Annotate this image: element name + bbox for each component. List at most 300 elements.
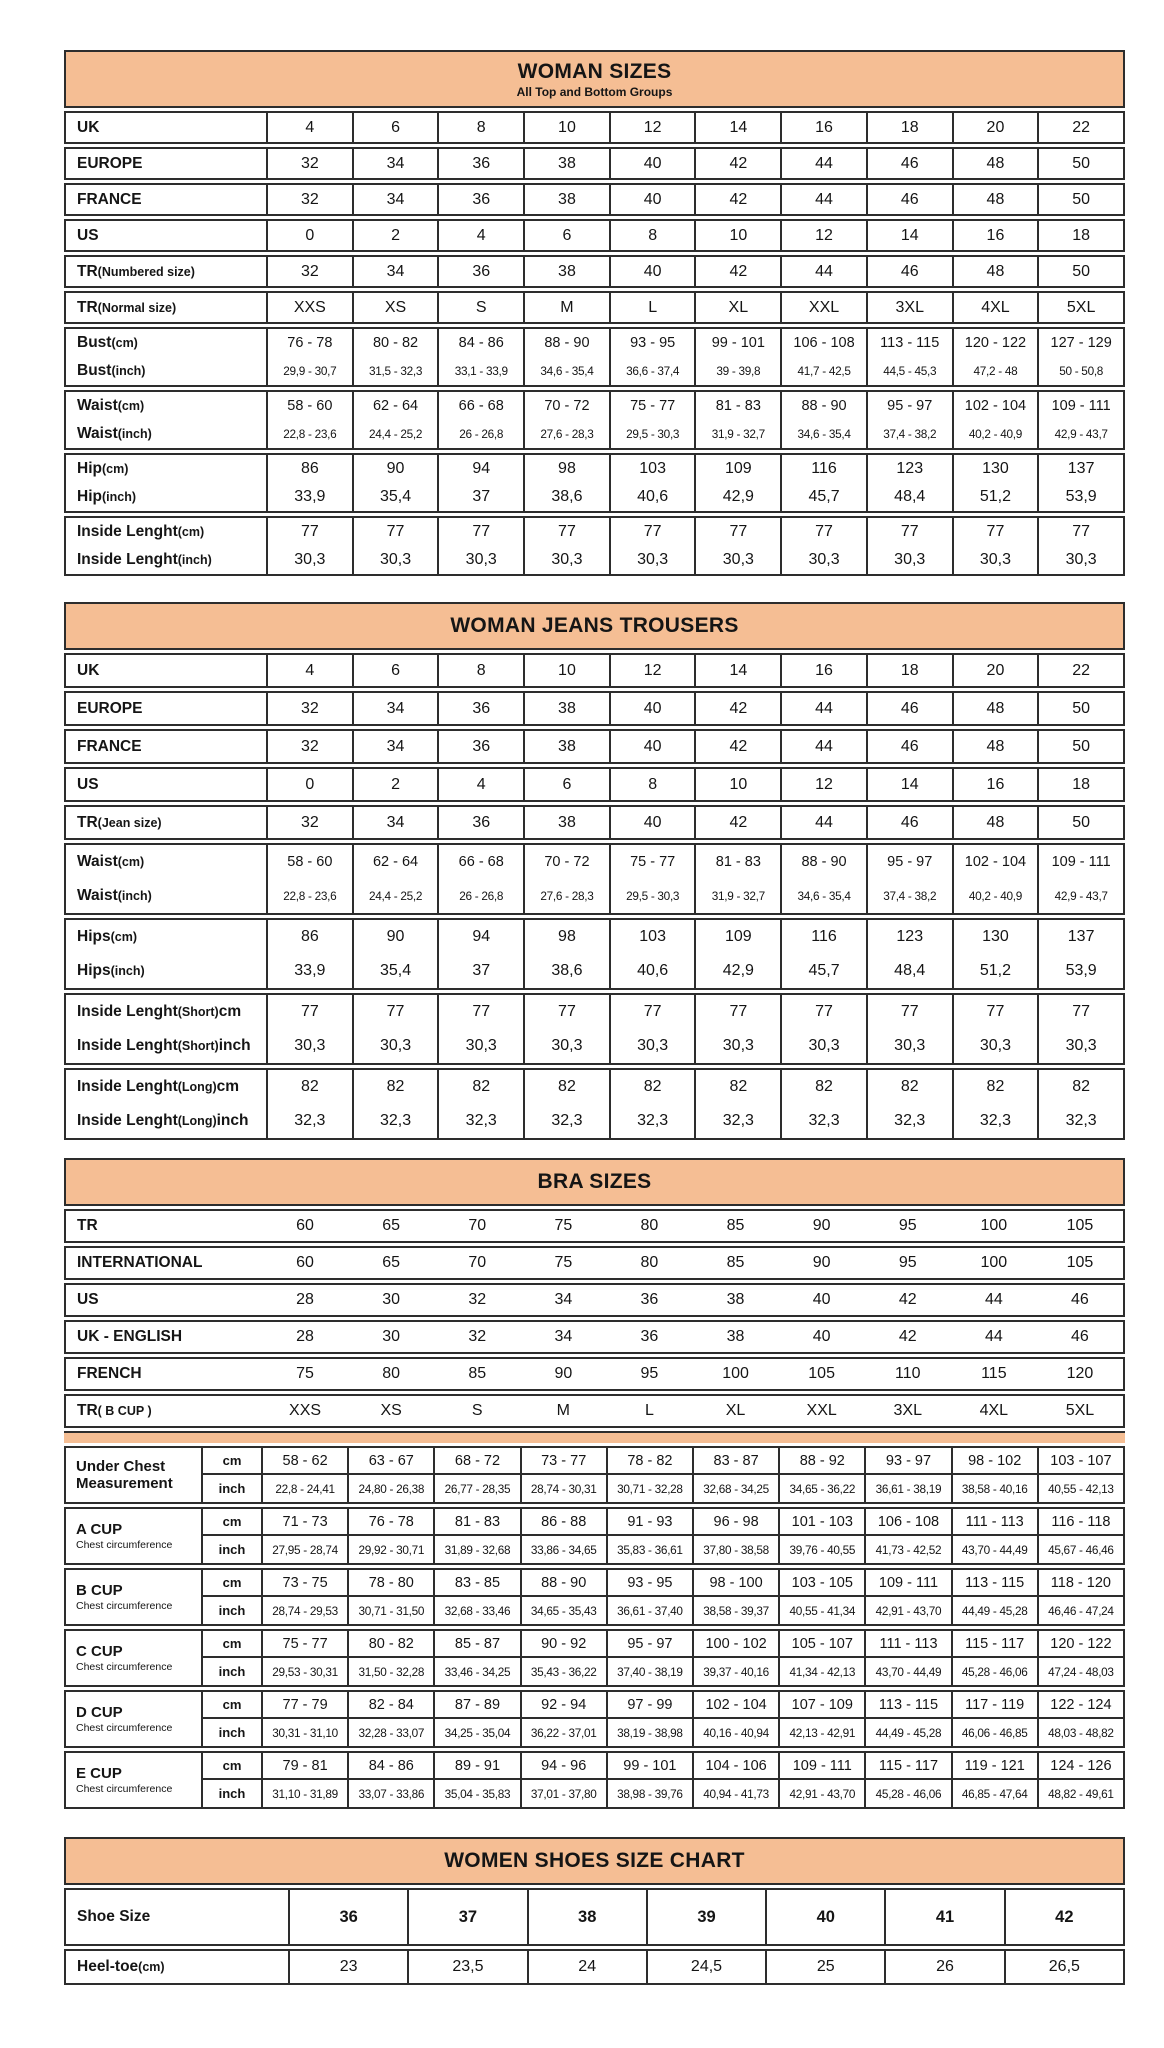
value-cell: 2 <box>352 221 438 250</box>
value-cell: 14 <box>866 769 952 800</box>
value-cell: 82 <box>352 1070 438 1104</box>
value-cell: 32 <box>266 731 352 762</box>
table-row-group <box>64 653 1125 688</box>
row-label-detail: (inch) <box>101 490 136 504</box>
value-cell: 46 <box>866 807 952 838</box>
value-cell: 83 - 87 <box>692 1448 778 1475</box>
value-cell: 90 <box>812 1254 831 1271</box>
table-row-group <box>64 1246 1125 1280</box>
value-cell: 117 - 119 <box>951 1692 1037 1719</box>
value-cell: 10 <box>694 221 780 250</box>
value-cell: 22,8 - 23,6 <box>266 879 352 913</box>
value-cell: 30,3 <box>352 1029 438 1063</box>
value-cell: 10 <box>523 113 609 142</box>
cup-name: D CUP <box>76 1703 123 1721</box>
value-cell: 62 - 64 <box>352 392 438 420</box>
bra-cup-group <box>64 1690 1125 1748</box>
value-cell: 24,4 - 25,2 <box>352 879 438 913</box>
value-cell: 71 - 73 <box>261 1509 347 1536</box>
value-cell: 26 <box>884 1951 1003 1983</box>
value-cell: 105 <box>808 1365 835 1382</box>
row-label: UK - ENGLISH <box>77 1328 183 1345</box>
value-cell: 47,2 - 48 <box>952 357 1038 385</box>
value-cell: 31,50 - 32,28 <box>347 1658 433 1685</box>
value-cell: 24,4 - 25,2 <box>352 420 438 448</box>
row-label: US <box>77 226 99 244</box>
value-cell: 37,4 - 38,2 <box>866 879 952 913</box>
value-cell: 35,4 <box>352 954 438 988</box>
table-row <box>66 357 1123 385</box>
value-cell: 75 - 77 <box>261 1631 347 1658</box>
value-cell: 38,19 - 38,98 <box>606 1719 692 1746</box>
value-cell: 48,4 <box>866 954 952 988</box>
value-cell: 28 <box>296 1291 314 1308</box>
value-cell: 33,9 <box>266 954 352 988</box>
value-cell: 88 - 90 <box>520 1570 606 1597</box>
table-row <box>66 185 1123 214</box>
value-cell: 32,3 <box>352 1104 438 1138</box>
table-row-group <box>64 1357 1125 1391</box>
value-cell: 28,74 - 30,31 <box>520 1475 606 1502</box>
value-cell: 24,80 - 26,38 <box>347 1475 433 1502</box>
value-cell: 8 <box>437 113 523 142</box>
value-cell: 32,3 <box>523 1104 609 1138</box>
row-label: Inside Lenght (Long) inch <box>77 1112 249 1129</box>
table-row <box>66 483 1123 511</box>
cup-label <box>66 1509 201 1563</box>
unit-cell: cm <box>201 1448 261 1475</box>
value-cell: 30,71 - 32,28 <box>606 1475 692 1502</box>
row-label: Waist (cm) <box>77 397 145 414</box>
value-cell: 120 - 122 <box>952 329 1038 357</box>
table-row <box>66 329 1123 357</box>
value-cell: 42 <box>694 185 780 214</box>
unit-cell: cm <box>201 1753 261 1780</box>
value-cell: 35,04 - 35,83 <box>433 1780 519 1807</box>
value-cell: 77 <box>866 518 952 546</box>
value-cell: 38 <box>523 257 609 286</box>
value-cell: 65 <box>382 1254 401 1271</box>
cup-name: A CUP <box>76 1520 123 1538</box>
value-cell: 77 <box>437 518 523 546</box>
value-cell: 42 <box>1004 1890 1123 1944</box>
jeans-trousers-table <box>64 602 1125 1140</box>
row-label: Inside Lenght (Short) cm <box>77 1003 242 1020</box>
table-row <box>66 1951 1123 1983</box>
value-cell: 0 <box>266 769 352 800</box>
value-cell: 33,46 - 34,25 <box>433 1658 519 1685</box>
value-cell: 70 - 72 <box>523 845 609 879</box>
value-cell: 31,89 - 32,68 <box>433 1536 519 1563</box>
value-cell: 30,3 <box>780 1029 866 1063</box>
value-cell: S <box>437 293 523 322</box>
value-cell: 30,3 <box>694 546 780 574</box>
value-cell: 34,65 - 36,22 <box>778 1475 864 1502</box>
table-row <box>66 1104 1123 1138</box>
table-row <box>66 257 1123 286</box>
value-cell: XS <box>352 293 438 322</box>
value-cell: 100 <box>980 1254 1008 1271</box>
value-cell: 4 <box>266 655 352 686</box>
shoes-size-header <box>64 1837 1125 1885</box>
cup-sublabel: Chest circumference <box>76 1539 173 1552</box>
cup-name: B CUP <box>76 1581 123 1599</box>
bra-cup-group <box>64 1751 1125 1809</box>
value-cell: 82 <box>437 1070 523 1104</box>
value-cell: 85 <box>726 1217 745 1234</box>
row-label: Hips (cm) <box>77 928 137 945</box>
table-row-group <box>64 327 1125 387</box>
row-label: Bust (inch) <box>77 362 146 379</box>
value-cell: 20 <box>952 655 1038 686</box>
row-label-detail: (Normal size) <box>97 300 177 315</box>
value-cell: 0 <box>266 221 352 250</box>
value-cell: 130 <box>952 455 1038 483</box>
value-cell: 45,7 <box>780 483 866 511</box>
value-cell: 97 - 99 <box>606 1692 692 1719</box>
value-cell: 79 - 81 <box>261 1753 347 1780</box>
table-row-group <box>64 111 1125 144</box>
cup-label <box>66 1631 201 1685</box>
row-label-detail: (Numbered size) <box>97 264 195 279</box>
row-label: Inside Lenght (inch) <box>77 551 212 568</box>
row-label: US <box>77 1291 99 1308</box>
row-label: Shoe Size <box>77 1908 151 1925</box>
value-cell: 38 <box>523 807 609 838</box>
value-cell: M <box>523 293 609 322</box>
value-cell: 33,1 - 33,9 <box>437 357 523 385</box>
value-cell: 37 <box>437 954 523 988</box>
value-cell: 45,67 - 46,46 <box>1037 1536 1123 1563</box>
table-row <box>66 879 1123 913</box>
table-row <box>66 1248 1123 1278</box>
table-row <box>66 546 1123 574</box>
value-cell: 100 - 102 <box>692 1631 778 1658</box>
value-cell: XS <box>380 1402 402 1419</box>
value-cell: 30,3 <box>694 1029 780 1063</box>
value-cell: 98 - 102 <box>951 1448 1037 1475</box>
table-row-group <box>64 993 1125 1065</box>
value-cell: 22 <box>1037 655 1123 686</box>
value-cell: 32,3 <box>952 1104 1038 1138</box>
value-cell: 106 - 108 <box>780 329 866 357</box>
table-row-group <box>64 183 1125 216</box>
value-cell: 124 - 126 <box>1037 1753 1123 1780</box>
value-cell: 32 <box>266 693 352 724</box>
cup-sublabel: Chest circumference <box>76 1722 173 1735</box>
value-cell: 36 <box>437 731 523 762</box>
value-cell: 37,40 - 38,19 <box>606 1658 692 1685</box>
row-label: TR (Numbered size) <box>77 262 195 280</box>
value-cell: 32,68 - 33,46 <box>433 1597 519 1624</box>
value-cell: 10 <box>694 769 780 800</box>
table-row <box>66 1890 1123 1944</box>
value-cell: 46 <box>866 257 952 286</box>
table-row-group <box>64 918 1125 990</box>
value-cell: 116 <box>780 920 866 954</box>
value-cell: 18 <box>866 113 952 142</box>
value-cell: 48,4 <box>866 483 952 511</box>
value-cell: 44 <box>780 807 866 838</box>
value-cell: 86 <box>266 455 352 483</box>
value-cell: 96 - 98 <box>692 1509 778 1536</box>
value-cell: 6 <box>523 221 609 250</box>
value-cell: 4XL <box>979 1402 1009 1419</box>
value-cell: 34 <box>352 731 438 762</box>
value-cell: 42,91 - 43,70 <box>778 1780 864 1807</box>
value-cell: 32 <box>266 149 352 178</box>
row-label-detail: (Long) <box>177 1114 217 1128</box>
value-cell: 77 <box>694 518 780 546</box>
value-cell: 80 <box>640 1217 659 1234</box>
value-cell: 75 <box>554 1217 573 1234</box>
bra-sizes-title: BRA SIZES <box>537 1170 652 1193</box>
value-cell: 82 <box>523 1070 609 1104</box>
value-cell: 30,3 <box>352 546 438 574</box>
value-cell: 30,3 <box>523 546 609 574</box>
value-cell: 30,3 <box>952 546 1038 574</box>
bra-sizes-conversion-body <box>64 1209 1125 1428</box>
value-cell: 42,9 - 43,7 <box>1037 420 1123 448</box>
value-cell: 44,49 - 45,28 <box>864 1719 950 1746</box>
value-cell: 34,6 - 35,4 <box>780 420 866 448</box>
value-cell: 85 - 87 <box>433 1631 519 1658</box>
value-cell: 34 <box>352 149 438 178</box>
value-cell: 87 - 89 <box>433 1692 519 1719</box>
table-row <box>66 1322 1123 1352</box>
value-cell: 99 - 101 <box>694 329 780 357</box>
value-cell: 8 <box>609 769 695 800</box>
value-cell: 137 <box>1037 920 1123 954</box>
value-cell: 30 <box>382 1291 401 1308</box>
value-cell: 48 <box>952 693 1038 724</box>
value-cell: 26 - 26,8 <box>437 879 523 913</box>
row-label: TR ( B CUP ) <box>77 1402 152 1419</box>
value-cell: 50 <box>1037 807 1123 838</box>
value-cell: 109 - 111 <box>1037 392 1123 420</box>
bra-cup-group <box>64 1629 1125 1687</box>
value-cell: 44 <box>780 731 866 762</box>
value-cell: 42 <box>694 731 780 762</box>
value-cell: 48 <box>952 807 1038 838</box>
value-cell: 2 <box>352 769 438 800</box>
value-cell: 39,37 - 40,16 <box>692 1658 778 1685</box>
value-cell: 32 <box>266 257 352 286</box>
table-row <box>66 221 1123 250</box>
row-label-detail: (cm) <box>117 855 145 869</box>
value-cell: 46 <box>866 731 952 762</box>
value-cell: 32,28 - 33,07 <box>347 1719 433 1746</box>
value-cell: 90 <box>812 1217 831 1234</box>
value-cell: 78 - 80 <box>347 1570 433 1597</box>
value-cell: 123 <box>866 920 952 954</box>
value-cell: 44 <box>780 693 866 724</box>
row-label: FRANCE <box>77 190 142 208</box>
value-cell: XXL <box>806 1402 837 1419</box>
value-cell: 111 - 113 <box>951 1509 1037 1536</box>
value-cell: 4 <box>437 221 523 250</box>
value-cell: 40,2 - 40,9 <box>952 420 1038 448</box>
value-cell: 41,34 - 42,13 <box>778 1658 864 1685</box>
value-cell: 42,9 <box>694 483 780 511</box>
value-cell: 115 - 117 <box>951 1631 1037 1658</box>
row-label: Hips (inch) <box>77 962 145 979</box>
value-cell: 40 <box>609 731 695 762</box>
value-cell: 32 <box>266 807 352 838</box>
value-cell: 30,3 <box>1037 546 1123 574</box>
value-cell: 93 - 95 <box>609 329 695 357</box>
value-cell: 95 <box>898 1217 917 1234</box>
value-cell: 36 <box>288 1890 407 1944</box>
value-cell: 84 - 86 <box>347 1753 433 1780</box>
value-cell: 32 <box>468 1328 487 1345</box>
value-cell: 16 <box>952 221 1038 250</box>
value-cell: 12 <box>780 769 866 800</box>
value-cell: 100 <box>980 1217 1008 1234</box>
value-cell: 77 <box>523 518 609 546</box>
value-cell: 36 <box>437 185 523 214</box>
value-cell: 109 - 111 <box>1037 845 1123 879</box>
table-row-group <box>64 1320 1125 1354</box>
value-cell: 40 <box>609 257 695 286</box>
value-cell: 109 - 111 <box>778 1753 864 1780</box>
value-cell: 38,98 - 39,76 <box>606 1780 692 1807</box>
table-row <box>66 1396 1123 1426</box>
value-cell: 29,5 - 30,3 <box>609 879 695 913</box>
value-cell: 94 - 96 <box>520 1753 606 1780</box>
value-cell: 51,2 <box>952 483 1038 511</box>
table-row-group <box>64 255 1125 288</box>
value-cell: 6 <box>352 655 438 686</box>
value-cell: 58 - 60 <box>266 845 352 879</box>
table-row-group <box>64 843 1125 915</box>
value-cell: 36,6 - 37,4 <box>609 357 695 385</box>
value-cell: 38 <box>523 149 609 178</box>
value-cell: 12 <box>780 221 866 250</box>
row-label: UK <box>77 118 100 136</box>
value-cell: 34,65 - 35,43 <box>520 1597 606 1624</box>
value-cell: 34 <box>352 257 438 286</box>
table-row-group <box>64 691 1125 726</box>
table-row <box>66 954 1123 988</box>
table-row <box>66 655 1123 686</box>
value-cell: 77 <box>609 518 695 546</box>
cup-label <box>66 1448 201 1502</box>
bra-divider-band <box>64 1431 1125 1443</box>
value-cell: M <box>556 1402 570 1419</box>
value-cell: 62 - 64 <box>352 845 438 879</box>
value-cell: 38 <box>726 1291 745 1308</box>
value-cell: 77 - 79 <box>261 1692 347 1719</box>
value-cell: 40 <box>609 807 695 838</box>
value-cell: 77 <box>952 518 1038 546</box>
value-cell: 42 <box>694 693 780 724</box>
value-cell: 31,10 - 31,89 <box>261 1780 347 1807</box>
value-cell: 27,6 - 28,3 <box>523 420 609 448</box>
value-cell: 77 <box>523 995 609 1029</box>
row-label-detail: (Short) <box>177 1039 219 1053</box>
value-cell: 58 - 60 <box>266 392 352 420</box>
value-cell: 30,3 <box>609 1029 695 1063</box>
value-cell: 77 <box>266 995 352 1029</box>
table-row <box>66 1285 1123 1315</box>
value-cell: 66 - 68 <box>437 392 523 420</box>
value-cell: 44 <box>984 1328 1003 1345</box>
value-cell: 77 <box>352 518 438 546</box>
value-cell: XXL <box>780 293 866 322</box>
value-cell: 100 <box>722 1365 749 1382</box>
row-label: Hip (inch) <box>77 488 136 505</box>
jeans-trousers-body <box>64 653 1125 1140</box>
value-cell: 77 <box>437 995 523 1029</box>
value-cell: 40,16 - 40,94 <box>692 1719 778 1746</box>
value-cell: 6 <box>352 113 438 142</box>
value-cell: 30,3 <box>780 546 866 574</box>
value-cell: 113 - 115 <box>864 1692 950 1719</box>
value-cell: 40 <box>765 1890 884 1944</box>
value-cell: 88 - 90 <box>523 329 609 357</box>
value-cell: 16 <box>780 113 866 142</box>
value-cell: 116 <box>780 455 866 483</box>
value-cell: 42 <box>694 807 780 838</box>
value-cell: 42 <box>694 257 780 286</box>
row-label: Inside Lenght (Short) inch <box>77 1037 251 1054</box>
value-cell: 30,71 - 31,50 <box>347 1597 433 1624</box>
value-cell: 116 - 118 <box>1037 1509 1123 1536</box>
value-cell: 31,9 - 32,7 <box>694 420 780 448</box>
value-cell: 82 <box>694 1070 780 1104</box>
value-cell: 89 - 91 <box>433 1753 519 1780</box>
value-cell: 95 <box>898 1254 917 1271</box>
value-cell: 38,58 - 39,37 <box>692 1597 778 1624</box>
value-cell: 73 - 77 <box>520 1448 606 1475</box>
value-cell: 40,6 <box>609 954 695 988</box>
value-cell: 77 <box>866 995 952 1029</box>
value-cell: 95 - 97 <box>866 392 952 420</box>
unit-cell: inch <box>201 1658 261 1685</box>
value-cell: 110 <box>894 1365 921 1382</box>
value-cell: 8 <box>437 655 523 686</box>
unit-cell: cm <box>201 1570 261 1597</box>
value-cell: 81 - 83 <box>694 392 780 420</box>
table-row <box>66 1359 1123 1389</box>
value-cell: 30,3 <box>866 1029 952 1063</box>
value-cell: 109 <box>694 920 780 954</box>
value-cell: 76 - 78 <box>347 1509 433 1536</box>
value-cell: 37,4 - 38,2 <box>866 420 952 448</box>
value-cell: 75 <box>554 1254 573 1271</box>
value-cell: 58 - 62 <box>261 1448 347 1475</box>
value-cell: 42 <box>694 149 780 178</box>
value-cell: 14 <box>694 113 780 142</box>
table-row-group <box>64 1068 1125 1140</box>
value-cell: 38,6 <box>523 954 609 988</box>
value-cell: 95 - 97 <box>866 845 952 879</box>
value-cell: 70 <box>468 1217 487 1234</box>
value-cell: 76 - 78 <box>266 329 352 357</box>
value-cell: 38 <box>523 185 609 214</box>
value-cell: 34,6 - 35,4 <box>523 357 609 385</box>
table-row <box>66 769 1123 800</box>
value-cell: 93 - 97 <box>864 1448 950 1475</box>
value-cell: 36,61 - 38,19 <box>864 1475 950 1502</box>
value-cell: 25 <box>765 1951 884 1983</box>
value-cell: 115 - 117 <box>864 1753 950 1780</box>
value-cell: 85 <box>468 1365 487 1382</box>
value-cell: 32,3 <box>266 1104 352 1138</box>
unit-cell: inch <box>201 1719 261 1746</box>
value-cell: 30,3 <box>266 1029 352 1063</box>
